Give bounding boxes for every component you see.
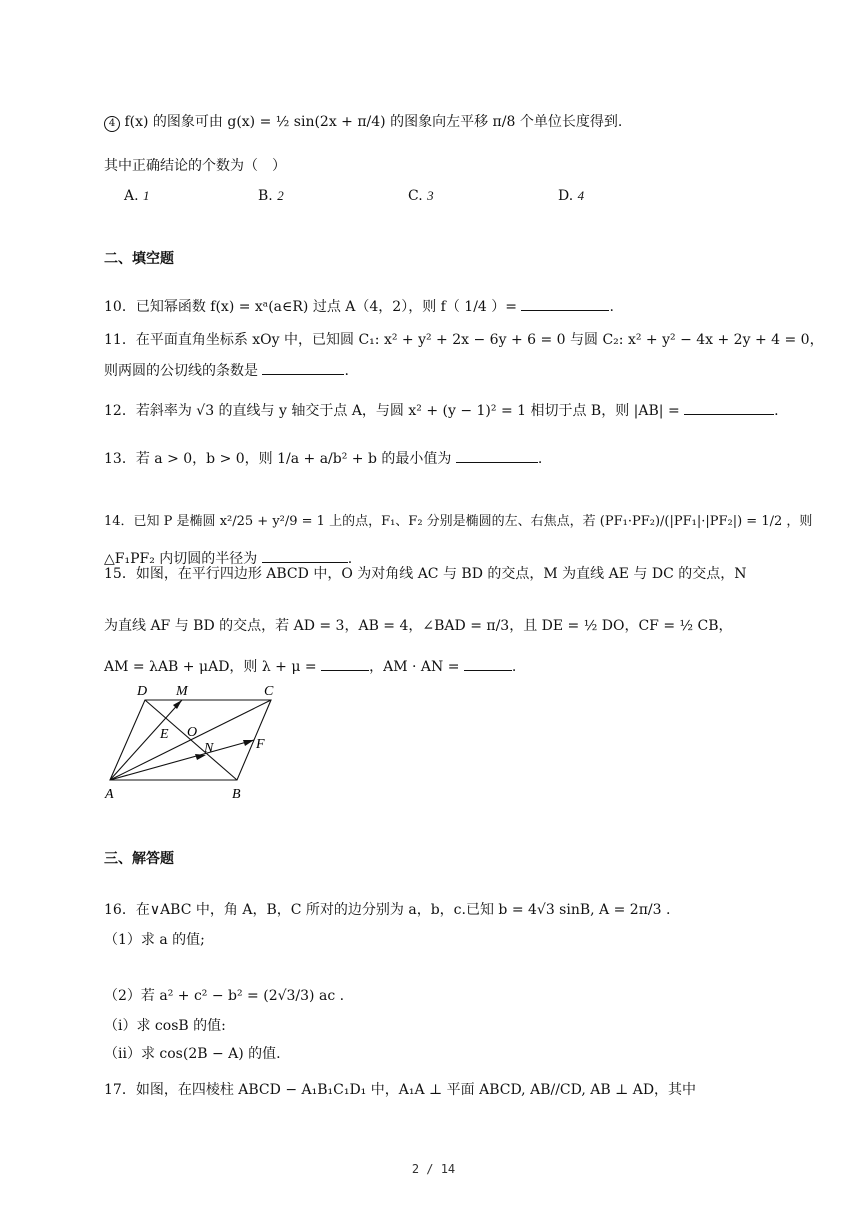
question-16-part2: （2）若 a² + c² − b² = (2√3/3) ac .	[104, 988, 345, 1004]
answer-blank	[521, 296, 609, 311]
question-number: 16．	[104, 902, 136, 918]
diagonal-bd	[145, 700, 237, 780]
question-11-line1	[104, 330, 824, 350]
question-15-line3	[104, 656, 516, 677]
label-a: A	[105, 787, 114, 802]
q9-item4	[104, 112, 622, 132]
end-mark: .	[774, 403, 779, 419]
option-value: 3	[427, 188, 434, 203]
question-number: 12．	[104, 403, 136, 419]
option-value: 2	[277, 188, 284, 203]
question-text: △F₁PF₂ 内切圆的半径为	[104, 551, 258, 567]
question-16-part2-i: （i）求 cosB 的值:	[104, 1018, 226, 1034]
arrow-am	[173, 700, 182, 709]
option-b	[258, 188, 284, 204]
label-d: D	[137, 684, 148, 699]
question-10	[104, 296, 614, 317]
question-number: 11．	[104, 332, 136, 348]
option-a	[124, 188, 150, 204]
label-c: C	[264, 684, 274, 699]
question-17	[104, 1080, 696, 1100]
question-number: 13．	[104, 451, 136, 467]
option-c	[408, 188, 434, 204]
question-text: 为直线 AF 与 BD 的交点，若 AD = 3，AB = 4，∠BAD = π/3，且 DE = ½ DO，CF = ½ CB，	[104, 618, 733, 634]
option-label: A.	[124, 188, 139, 204]
label-m: M	[176, 684, 188, 699]
question-text: 如图，在四棱柱 ABCD − A₁B₁C₁D₁ 中，A₁A ⊥ 平面 ABCD, AB//CD, AB ⊥ AD，其中	[135, 1082, 697, 1098]
section-title-solutions: 三、解答题	[104, 851, 174, 867]
question-text: 在平面直角坐标系 xOy 中，已知圆 C₁: x² + y² + 2x − 6y + 6 = 0 与圆 C₂: x² + y² − 4x + 2y + 4 = 0，	[135, 332, 824, 348]
question-text: 如图，在平行四边形 ABCD 中，O 为对角线 AC 与 BD 的交点，M 为直线 AE 与 DC 的交点，N	[135, 566, 747, 582]
answer-blank	[262, 360, 344, 375]
option-d	[558, 188, 584, 204]
segment-am	[110, 700, 182, 780]
option-label: B.	[258, 188, 273, 204]
option-label: C.	[408, 188, 423, 204]
page-number: 2 / 14	[411, 1162, 456, 1176]
option-label: D.	[558, 188, 574, 204]
question-text: ，AM · AN =	[369, 659, 460, 675]
question-13	[104, 448, 542, 469]
question-number: 15．	[104, 566, 136, 582]
question-number: 10．	[104, 299, 136, 315]
option-value: 1	[143, 188, 150, 203]
end-mark: .	[511, 659, 517, 675]
parallelogram-figure	[100, 680, 300, 810]
answer-blank	[262, 548, 348, 563]
label-f: F	[256, 737, 265, 752]
question-15-line1	[104, 564, 747, 584]
item-marker: 4	[104, 116, 120, 132]
question-text: 则两圆的公切线的条数是	[104, 363, 258, 379]
label-e: E	[160, 727, 169, 742]
section-title-fill-in: 二、填空题	[104, 251, 174, 267]
question-text: AM = λAB + μAD，则 λ + μ =	[104, 659, 317, 675]
answer-blank-2	[464, 656, 512, 671]
question-15-line2	[104, 616, 733, 636]
question-16-part2-ii: （ii）求 cos(2B − A) 的值.	[104, 1046, 281, 1062]
question-text: 已知幂函数 f(x) = xᵃ(a∈R) 过点 A（4，2），则 f（ 1/4 ）=	[135, 299, 517, 315]
question-14-line1	[104, 512, 812, 532]
segment-af	[110, 740, 254, 780]
end-mark: .	[609, 299, 614, 315]
question-text: 若 a > 0，b > 0，则 1/a + a/b² + b 的最小值为	[135, 451, 452, 467]
question-11-line2	[104, 360, 349, 381]
question-text: 已知 P 是椭圆 x²/25 + y²/9 = 1 上的点，F₁、F₂ 分别是椭圆的左、右焦点，若 (PF₁·PF₂)/(|PF₁|·|PF₂|) = 1/2 ，则	[133, 514, 813, 529]
option-value: 4	[577, 188, 585, 203]
label-o: O	[187, 725, 198, 740]
end-mark: .	[537, 451, 543, 467]
label-n: N	[204, 741, 214, 756]
answer-blank	[456, 448, 538, 463]
question-number: 14．	[104, 514, 134, 529]
answer-blank	[684, 400, 774, 415]
question-number: 17．	[104, 1082, 136, 1098]
question-12	[104, 400, 779, 421]
question-16-line1	[104, 900, 670, 920]
end-mark: .	[347, 551, 353, 567]
q9-prompt: 其中正确结论的个数为（ ）	[104, 158, 286, 174]
end-mark: .	[344, 363, 349, 379]
question-text: 在∨ABC 中，角 A，B，C 所对的边分别为 a，b，c.已知 b = 4√3 sinB, A = 2π/3 .	[135, 902, 671, 918]
question-text: 若斜率为 √3 的直线与 y 轴交于点 A，与圆 x² + (y − 1)² = 1 相切于点 B，则 |AB| =	[135, 403, 680, 419]
label-b: B	[232, 787, 241, 802]
answer-blank-1	[321, 656, 369, 671]
q9-item4-text: f(x) 的图象可由 g(x) = ½ sin(2x + π/4) 的图象向左平移 π/8 个单位长度得到.	[124, 114, 623, 130]
question-16-part1: （1）求 a 的值;	[104, 932, 205, 948]
